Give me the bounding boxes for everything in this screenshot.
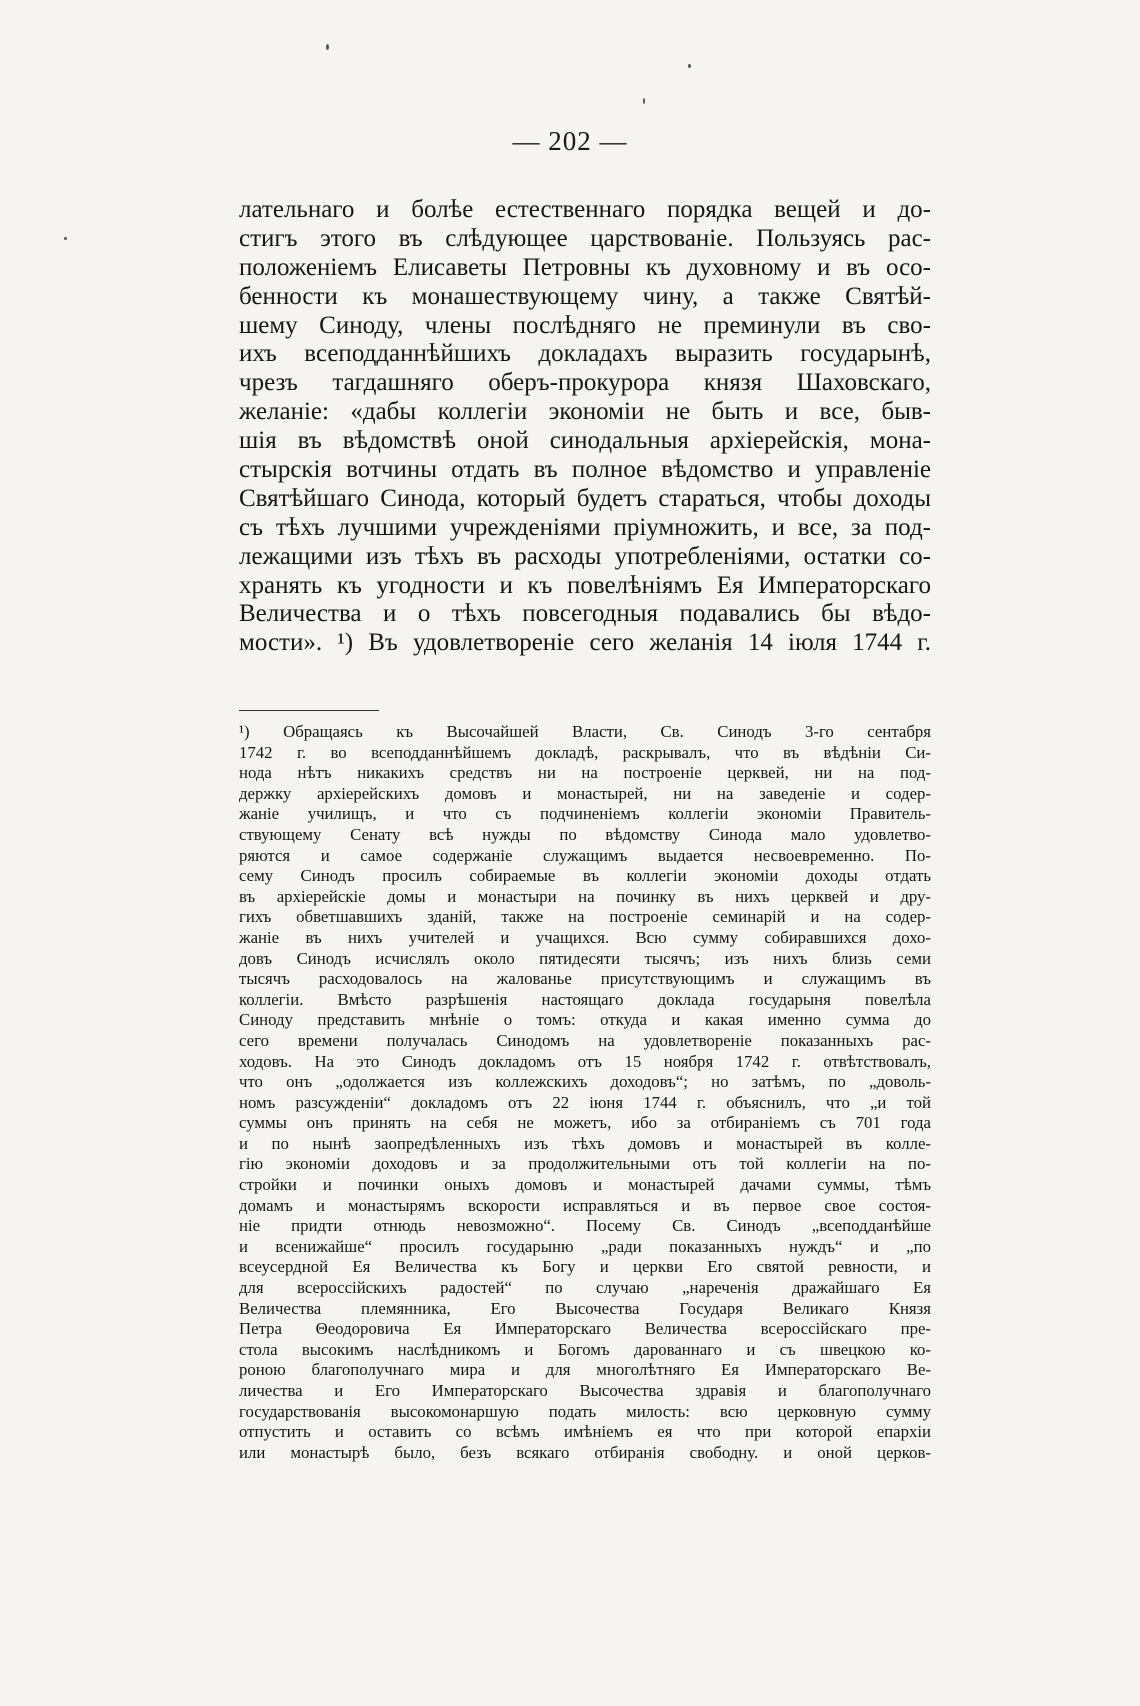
footnote-line: государствованія высокомонаршую подать милость: всю церковную сумму xyxy=(239,1401,931,1421)
footnote-line: довъ Синодъ исчислялъ около пятидесяти тысячъ; изъ нихъ близь семи xyxy=(239,948,931,968)
footnote-line: Величества племянника, Его Высочества Государя Великаго Князя xyxy=(239,1298,931,1318)
text-line: Святѣйшаго Синода, который будетъ стараться, чтобы доходы xyxy=(239,484,931,512)
footnote-line: держку архіерейскихъ домовъ и монастырей, ни на заведеніе и содер- xyxy=(239,783,931,803)
footnote-line: суммы онъ принять на себя не можетъ, ибо за отбираніемъ съ 701 года xyxy=(239,1113,931,1133)
text-line: лательнаго и болѣе естественнаго порядка вещей и до- xyxy=(239,196,931,223)
footnote-line: для всероссійскихъ радостей“ по случаю „нареченія дражайшаго Ея xyxy=(239,1278,931,1298)
footnote-line: нода нѣтъ никакихъ средствъ ни на построеніе церквей, ни на под- xyxy=(239,763,931,783)
footnote-line: всеусердной Ея Величества къ Богу и церкви Его святой ревности, и xyxy=(239,1257,931,1277)
text-line: съ тѣхъ лучшими учрежденіями пріумножить, и все, за под- xyxy=(239,513,931,541)
footnote-block xyxy=(239,722,931,1463)
text-line: чрезъ тагдашняго оберъ-прокурора князя Шаховскаго, xyxy=(239,369,931,397)
footnote-line: номъ разсужденіи“ докладомъ отъ 22 іюня 1744 г. объяснилъ, что „и той xyxy=(239,1092,931,1112)
text-line: Величества и о тѣхъ повсегодныя подавались бы вѣдо- xyxy=(239,600,931,628)
footnote-line: и всенижайше“ просилъ государыню „ради показанныхъ нуждъ“ и „по xyxy=(239,1236,931,1256)
scan-speck xyxy=(326,44,329,50)
scan-speck xyxy=(64,237,67,240)
footnote-line: стройки и починки оныхъ домовъ и монастырей дачами суммы, тѣмъ xyxy=(239,1175,931,1195)
footnote-line: ходовъ. На это Синодъ докладомъ отъ 15 ноября 1742 г. отвѣтствовалъ, xyxy=(239,1051,931,1071)
text-line: шія въ вѣдомствѣ оной синодальныя архіерейскія, мона- xyxy=(239,427,931,455)
text-line: мости». ¹) Въ удовлетвореніе сего желанія 14 іюля 1744 г. xyxy=(239,629,931,657)
footnote-line: гихъ обветшавшихъ зданій, также на построеніе семинарій и на содер- xyxy=(239,907,931,927)
footnote-line: Синоду представить мнѣніе о томъ: откуда и какая именно сумма до xyxy=(239,1010,931,1030)
scan-speck xyxy=(643,98,645,104)
footnote-line: отпустить и оставить со всѣмъ имѣніемъ ея что при которой епархіи xyxy=(239,1422,931,1442)
footnote-line: коллегіи. Вмѣсто разрѣшенія настоящаго доклада государыня повелѣла xyxy=(239,989,931,1009)
footnote-line: ствующему Сенату всѣ нужды по вѣдомству Синода мало удовлетво- xyxy=(239,824,931,844)
footnote-line: въ архіерейскіе домы и монастыри на починку въ нихъ церквей и дру- xyxy=(239,886,931,906)
text-line: положеніемъ Елисаветы Петровны къ духовному и въ осо- xyxy=(239,253,931,281)
text-line: стигъ этого въ слѣдующее царствованіе. Пользуясь рас- xyxy=(239,224,931,252)
footnote-line: сему Синодъ просилъ собираемые въ коллегіи экономіи доходы отдать xyxy=(239,866,931,886)
footnote-separator xyxy=(239,710,379,711)
footnote-line: 1742 г. во всеподданнѣйшемъ докладѣ, раскрывалъ, что въ вѣдѣніи Си- xyxy=(239,742,931,762)
footnote-line: ряются и самое содержаніе служащимъ выдается несвоевременно. По- xyxy=(239,845,931,865)
footnote-line: сего времени получалась Синодомъ на удовлетвореніе показанныхъ рас- xyxy=(239,1030,931,1050)
footnote-line: и по нынѣ заопредѣленныхъ изъ тѣхъ домовъ и монастырей въ колле- xyxy=(239,1133,931,1153)
main-text-block xyxy=(239,196,931,658)
text-line: шему Синоду, члены послѣдняго не преминули въ сво- xyxy=(239,311,931,339)
footnote-line: ¹) Обращаясь къ Высочайшей Власти, Св. Синодъ 3-го сентабря xyxy=(239,722,931,741)
footnote-line: домамъ и монастырямъ вскорости исправляться и въ первое свое состоя- xyxy=(239,1195,931,1215)
footnote-line: что онъ „одолжается изъ коллежскихъ доходовъ“; но затѣмъ, по „доволь- xyxy=(239,1072,931,1092)
footnote-line: личества и Его Императорскаго Высочества здравія и благополучнаго xyxy=(239,1381,931,1400)
footnote-line: тысячъ расходовалось на жалованье присутствующимъ и служащимъ въ xyxy=(239,969,931,989)
text-line: стырскія вотчины отдать въ полное вѣдомство и управленіе xyxy=(239,456,931,484)
text-line: желаніе: «дабы коллегіи экономіи не быть и все, быв- xyxy=(239,398,931,426)
text-line: ихъ всеподданнѣйшихъ докладахъ выразить государынѣ, xyxy=(239,340,931,368)
footnote-line: или монастырѣ было, безъ всякаго отбиранія свободну. и оной церков- xyxy=(239,1442,931,1462)
footnote-line: жаніе въ нихъ учителей и учащихся. Всю сумму собиравшихся дохо- xyxy=(239,927,931,947)
text-line: хранять къ угодности и къ повелѣніямъ Ея Императорскаго xyxy=(239,571,931,599)
footnote-line: Петра Θеодоровича Ея Императорскаго Величества всероссійскаго пре- xyxy=(239,1319,931,1339)
page-number: — 202 — xyxy=(512,126,628,156)
text-line: лежащими изъ тѣхъ въ расходы употребленіями, остатки со- xyxy=(239,542,931,570)
text-line: бенности къ монашествующему чину, а также Святѣй- xyxy=(239,282,931,310)
footnote-line: стола высокимъ наслѣдникомъ и Богомъ дарованнаго и съ швецкою ко- xyxy=(239,1339,931,1359)
footnote-line: ніе придти отнюдь невозможно“. Посему Св. Синодъ „всеподданѣйше xyxy=(239,1216,931,1236)
footnote-line: гію экономіи доходовъ и за продолжительными отъ той коллегіи на по- xyxy=(239,1154,931,1174)
scan-speck xyxy=(688,64,691,68)
footnote-line: жаніе училищъ, и что съ подчиненіемъ коллегіи экономіи Правитель- xyxy=(239,804,931,824)
footnote-line: роною благополучнаго мира и для многолѣтняго Ея Императорскаго Ве- xyxy=(239,1360,931,1380)
